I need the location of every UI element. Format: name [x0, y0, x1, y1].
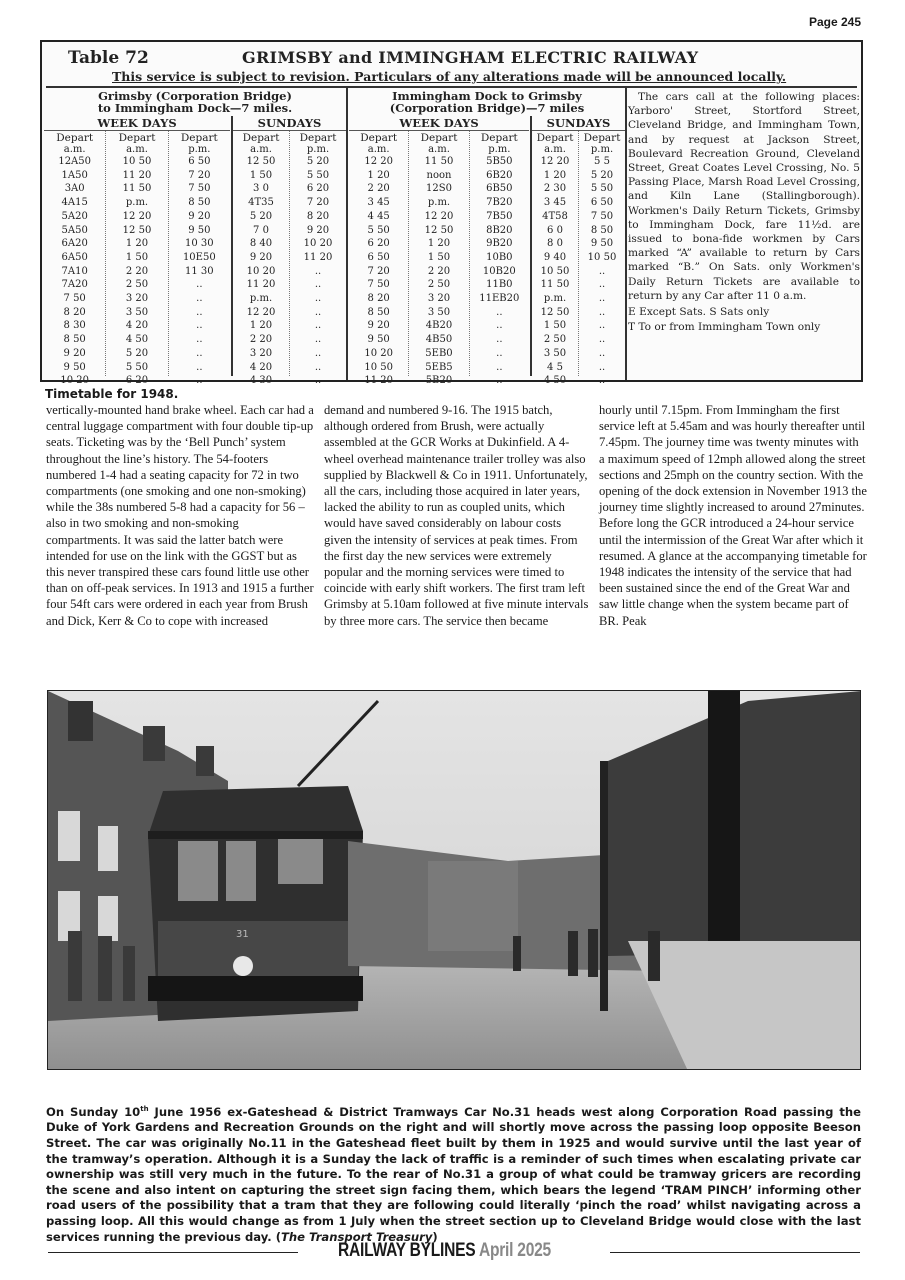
column-unit: a.m.: [367, 144, 390, 155]
departure-time: 8 30: [63, 320, 86, 332]
timetable-notes: [628, 90, 860, 333]
departure-time: ..: [496, 306, 503, 318]
departure-time: 11 30: [185, 265, 214, 277]
column-unit: p.m.: [188, 144, 211, 155]
caption-close: ): [432, 1229, 438, 1244]
departure-time: 8 50: [590, 224, 614, 236]
photo-caption: [46, 1102, 861, 1245]
column-unit: a.m.: [63, 144, 86, 155]
departure-time: ..: [314, 293, 322, 305]
departure-time: 9B20: [486, 238, 513, 250]
departure-time: 1A50: [61, 169, 88, 181]
departure-time: 5 50: [125, 361, 149, 373]
departure-time: 4 45: [367, 210, 390, 222]
legend-immingham-town: T To or from Immingham Town only: [628, 321, 821, 334]
departure-time: 9 20: [63, 347, 86, 359]
departure-time: 5 50: [306, 169, 330, 181]
notes-text: The cars call at the following places: Yarboro' Street, Stortford Street, Cleveland Bridge, and Immingham Town, and by request at Jackson Street, Boulevard Recreation Ground, Cleveland Street, Great Coates Level Crossing, No. 5 Passing Place, Marsh Road Level Crossing, and Kiln Lane (Stallingborough). Workmen's Daily Return Tickets, Grimsby to Immingham Dock, fare 11½d. are issued to bona-fide workmen by Cars marked “A” available to return by Cars marked “B.” On Sats. only Workmen's Daily Return Tickets are available to return by any Car after 11 0 a.m.: [628, 91, 860, 302]
departure-time: 11EB20: [479, 293, 520, 305]
departure-time: 2 20: [125, 265, 149, 277]
departure-time: ..: [314, 347, 322, 359]
departure-time: 12 50: [540, 306, 570, 318]
departure-time: 12A50: [58, 156, 91, 167]
departure-time: 3 20: [125, 293, 149, 305]
column-unit: p.m.: [590, 144, 614, 155]
legend-except-sats: E Except Sats. S Sats only: [628, 306, 770, 319]
departure-time: 11 20: [303, 251, 333, 263]
departure-time: p.m.: [427, 197, 451, 209]
departure-time: 10 20: [246, 265, 276, 277]
departure-time: 4 5: [547, 361, 563, 373]
departure-time: 12 20: [246, 306, 276, 318]
departure-time: 3A0: [64, 183, 85, 195]
departure-time: 7B50: [486, 210, 513, 222]
departure-time: ..: [196, 279, 203, 291]
tram-photograph: [47, 690, 861, 1070]
departure-time: 3 45: [367, 197, 390, 209]
timetable-column: [233, 131, 290, 387]
column-unit: a.m.: [428, 144, 450, 155]
departure-time: ..: [496, 320, 503, 332]
departure-time: 10B20: [482, 265, 516, 277]
departure-time: 11 20: [122, 169, 152, 181]
departure-time: 1 20: [427, 238, 451, 250]
departure-time: ..: [598, 320, 606, 332]
departure-time: 6 50: [367, 251, 390, 263]
column-header: Depart: [299, 132, 337, 144]
departure-time: ..: [196, 361, 203, 373]
departure-time: 3 20: [249, 347, 273, 359]
departure-time: 9 20: [188, 210, 211, 222]
departure-time: 10 50: [122, 156, 152, 167]
timetable-column: [44, 131, 106, 387]
departure-time: 11 50: [122, 183, 152, 195]
departure-time: 2 50: [427, 279, 451, 291]
car-number: 31: [236, 929, 249, 940]
body-column-2: demand and numbered 9-16. The 1915 batch, although ordered from Brush, were actually assembled at the GCR Works at Dukinfield. A 4-wheel overhead maintenance trailer trolley was also supplied by Blackwell & Co in 1911. Unfortunately, all the cars, including those acquired in later years, lacked the ability to run as coupled units, which would have saved considerably on labour costs given the intensity of services at peak times. From the first day the new services were extremely popular and the morning services were timed to coincide with early shift workers. The first tram left Grimsby at 5.10am followed at five minute intervals by three more cars. The service then became: [324, 403, 589, 628]
departure-time: ..: [196, 375, 203, 387]
departure-time: 1 50: [125, 251, 149, 263]
outbound-sundays: [233, 116, 346, 387]
departure-time: noon: [426, 169, 452, 181]
departure-time: 3 20: [427, 293, 451, 305]
departure-time: 7 50: [367, 279, 390, 291]
departure-time: 9 50: [188, 224, 211, 236]
departure-time: 5 20: [306, 156, 330, 167]
divider: [625, 88, 627, 380]
outbound-weekdays: [44, 116, 230, 387]
inbound-heading: Immingham Dock to Grimsby (Corporation Bridge)—7 miles: [389, 89, 585, 115]
departure-time: 5 50: [367, 224, 390, 236]
departure-time: 8 50: [367, 306, 390, 318]
departure-time: 2 20: [427, 265, 451, 277]
departure-time: 3 0: [253, 183, 269, 195]
departure-time: 6 50: [590, 197, 614, 209]
departure-time: 5EB0: [425, 347, 453, 359]
divider: [610, 1252, 860, 1253]
timetable-column: [349, 131, 409, 387]
departure-time: 3 50: [427, 306, 451, 318]
departure-time: 4 50: [125, 334, 149, 346]
column-unit: a.m.: [250, 144, 272, 155]
departure-time: 4 30: [249, 375, 273, 387]
column-header: Depart: [480, 132, 518, 144]
departure-time: ..: [598, 375, 606, 387]
outbound-heading: Grimsby (Corporation Bridge) to Immingham Dock—7 miles.: [97, 89, 293, 115]
caption-lead: On Sunday 10: [46, 1104, 141, 1119]
departure-time: 6 20: [125, 375, 149, 387]
departure-time: 7 20: [367, 265, 390, 277]
weekdays-label: WEEK DAYS: [44, 116, 230, 131]
departure-time: ..: [196, 334, 203, 346]
caption-superscript: th: [140, 1105, 149, 1113]
departure-time: ..: [314, 361, 322, 373]
departure-time: 12 20: [540, 156, 570, 167]
departure-time: 5B50: [486, 156, 513, 167]
departure-time: 8 50: [63, 334, 86, 346]
departure-time: 12 20: [424, 210, 454, 222]
column-header: Depart: [242, 132, 280, 144]
departure-time: 10 20: [60, 375, 89, 387]
departure-time: 3 45: [543, 197, 567, 209]
departure-time: 7B20: [486, 197, 513, 209]
caption-text: June 1956 ex-Gateshead & District Tramways Car No.31 heads west along Corporation Road passing the Duke of York Gardens and Recreation Grounds on the right and will shortly move across the passing loop opposite Beeson Street. The car was originally No.11 in the Gateshead fleet built by them in 1925 and would survive until the last year of the tramway’s operation. Although it is a Sunday the lack of traffic is a reminder of such times when escalating private car ownership was still very much in the future. To the rear of No.31 a group of what could be tramway gricers are recording the scene and also intent on capturing the street sign facing them, which bears the legend ‘TRAM PINCH’ informing other road users of the possibility that a tram that they are following could literally ‘pinch the road’ whilst navigating across a passing loop. All this would change as from 1 July when the street section up to Cleveland Bridge would close with the last services running the previous day. (: [46, 1104, 861, 1244]
departure-time: ..: [314, 306, 322, 318]
column-header: Depart: [180, 132, 218, 144]
departure-time: 9 20: [367, 320, 390, 332]
divider: [346, 88, 348, 380]
outbound-section: [44, 89, 346, 387]
departure-time: 6 0: [547, 224, 563, 236]
departure-time: 7A20: [61, 279, 88, 291]
departure-time: p.m.: [543, 293, 567, 305]
departure-time: 7 20: [306, 197, 330, 209]
footer: [0, 1240, 905, 1264]
departure-time: ..: [196, 320, 203, 332]
departure-time: 10 20: [303, 238, 333, 250]
column-header: Depart: [583, 132, 621, 144]
departure-time: 5EB5: [425, 361, 453, 373]
departure-time: 6A50: [61, 251, 88, 263]
timetable-column: [579, 131, 625, 387]
issue-date: April 2025: [478, 1240, 551, 1261]
departure-time: ..: [314, 265, 322, 277]
departure-time: 5 20: [249, 210, 273, 222]
departure-time: 11 20: [246, 279, 276, 291]
departure-time: 11 50: [540, 279, 570, 291]
departure-time: 1 20: [367, 169, 390, 181]
column-header: Depart: [118, 132, 156, 144]
timetable-column: [470, 131, 529, 387]
departure-time: 10 50: [364, 361, 393, 373]
table-subtitle: This service is subject to revision. Particulars of any alterations made will be announced locally.: [112, 69, 787, 84]
departure-time: 11 20: [364, 375, 393, 387]
departure-time: 8 0: [547, 238, 563, 250]
column-header: Depart: [536, 132, 574, 144]
departure-time: 1 20: [125, 238, 149, 250]
departure-time: 1 50: [427, 251, 451, 263]
departure-time: 2 20: [249, 334, 273, 346]
departure-time: 2 50: [125, 279, 149, 291]
sundays-label: SUNDAYS: [233, 116, 346, 131]
departure-time: ..: [598, 279, 606, 291]
timetable-column: [532, 131, 579, 387]
departure-time: 5 5: [594, 156, 610, 167]
departure-time: 9 50: [590, 238, 614, 250]
departure-time: 4 20: [249, 361, 273, 373]
departure-time: 11B0: [486, 279, 513, 291]
departure-time: 12S0: [426, 183, 452, 195]
departure-time: 12 20: [122, 210, 152, 222]
magazine-masthead: [338, 1240, 551, 1262]
departure-time: 8 20: [306, 210, 330, 222]
departure-time: 9 20: [306, 224, 330, 236]
departure-time: 5A50: [61, 224, 88, 236]
body-column-3: hourly until 7.15pm. From Immingham the first service left at 5.45am and was hourly thereafter until 7.45pm. The journey time was twenty minutes with a maximum speed of 12mph allowed along the street sections and 25mph on the country section. With the opening of the dock extension in November 1913 the journey time slightly increased to around 27minutes. Before long the GCR introduced a 24-hour service until the intermission of the Great War after which it resumed. A glance at the accompanying timetable for 1948 indicates the intensity of the service that had been sustained since the end of the Great War and saw little change when the system became part of BR. Peak: [599, 403, 867, 628]
departure-time: ..: [314, 279, 322, 291]
magazine-name: RAILWAY BYLINES: [338, 1240, 476, 1261]
departure-time: 9 40: [543, 251, 567, 263]
departure-time: 12 50: [424, 224, 454, 236]
departure-time: 6A20: [61, 238, 88, 250]
divider: [48, 1252, 298, 1253]
timetable-column: [409, 131, 469, 387]
column-unit: p.m.: [488, 144, 511, 155]
departure-time: ..: [496, 375, 503, 387]
table-caption: Timetable for 1948.: [45, 387, 179, 401]
departure-time: 12 50: [122, 224, 152, 236]
departure-time: 1 20: [543, 169, 567, 181]
departure-time: 4T35: [248, 197, 274, 209]
departure-time: 10 20: [364, 347, 393, 359]
departure-time: 4B20: [425, 320, 453, 332]
departure-time: ..: [598, 361, 606, 373]
departure-time: 5B20: [425, 375, 453, 387]
departure-time: ..: [314, 334, 322, 346]
timetable-column: [169, 131, 230, 387]
table-number: Table 72: [68, 48, 149, 68]
departure-time: ..: [196, 306, 203, 318]
column-header: Depart: [420, 132, 458, 144]
departure-time: ..: [314, 320, 322, 332]
departure-time: 7 50: [188, 183, 211, 195]
weekdays-label: WEEK DAYS: [349, 116, 529, 131]
departure-time: 2 20: [367, 183, 390, 195]
departure-time: 9 50: [367, 334, 390, 346]
departure-time: 2 30: [543, 183, 567, 195]
timetable-column: [290, 131, 346, 387]
departure-time: p.m.: [249, 293, 273, 305]
departure-time: 1 20: [249, 320, 273, 332]
departure-time: p.m.: [125, 197, 149, 209]
column-header: Depart: [360, 132, 398, 144]
departure-time: ..: [196, 347, 203, 359]
table-title: GRIMSBY and IMMINGHAM ELECTRIC RAILWAY: [242, 48, 699, 67]
departure-time: 3 50: [125, 306, 149, 318]
departure-time: 9 50: [63, 361, 86, 373]
departure-time: ..: [598, 265, 606, 277]
departure-time: 6 20: [306, 183, 330, 195]
departure-time: 9 20: [249, 251, 273, 263]
departure-time: 6B50: [486, 183, 513, 195]
departure-time: 12 20: [364, 156, 393, 167]
departure-time: 6B20: [486, 169, 513, 181]
column-unit: a.m.: [544, 144, 566, 155]
departure-time: 6 50: [188, 156, 211, 167]
departure-time: 8 20: [63, 306, 86, 318]
departure-time: 5 20: [125, 347, 149, 359]
departure-time: 8 20: [367, 293, 390, 305]
departure-time: ..: [496, 347, 503, 359]
departure-time: 7 50: [63, 293, 86, 305]
inbound-section: [349, 89, 625, 387]
departure-time: 3 50: [543, 347, 567, 359]
departure-time: ..: [598, 306, 606, 318]
timetable-column: [106, 131, 168, 387]
column-unit: p.m.: [306, 144, 330, 155]
departure-time: 4B50: [425, 334, 453, 346]
departure-time: 5 20: [590, 169, 614, 181]
departure-time: 8 50: [188, 197, 211, 209]
departure-time: ..: [598, 293, 606, 305]
departure-time: ..: [196, 293, 203, 305]
departure-time: 10E50: [182, 251, 216, 263]
departure-time: 7 0: [253, 224, 269, 236]
departure-time: 7A10: [61, 265, 88, 277]
departure-time: 4 20: [125, 320, 149, 332]
page-number: Page 245: [808, 15, 861, 29]
departure-time: 10 50: [540, 265, 570, 277]
departure-time: 6 20: [367, 238, 390, 250]
departure-time: 12 50: [246, 156, 276, 167]
departure-time: 8 40: [249, 238, 273, 250]
sundays-label: SUNDAYS: [532, 116, 625, 131]
divider: [46, 86, 857, 88]
departure-time: 4T58: [542, 210, 568, 222]
inbound-sundays: [532, 116, 625, 387]
body-column-1: vertically-mounted hand brake wheel. Each car had a central luggage compartment with four double tip-up seats. Ticketing was by the ‘Bell Punch’ system throughout the line’s history. The 54-footers numbered 1-4 had a seating capacity for 72 in two compartments (one smoking and one non-smoking) while the 38s numbered 5-8 had a capacity for 56 – also in two smoking and non-smoking compartments. It was said the latter batch were intended for use on the link with the GGST but as this never transpired these cars found little use other than on off-peak services. In 1913 and 1915 a further four 54ft cars were ordered in each year from Brush and Dick, Kerr & Co to cope with increased: [46, 403, 314, 628]
departure-time: ..: [496, 361, 503, 373]
departure-time: 4 50: [543, 375, 567, 387]
departure-time: ..: [496, 334, 503, 346]
departure-time: 5A20: [61, 210, 88, 222]
departure-time: 1 50: [249, 169, 273, 181]
timetable-table: [40, 40, 863, 387]
departure-time: 8B20: [486, 224, 513, 236]
departure-time: 4A15: [61, 197, 88, 209]
departure-time: 5 50: [590, 183, 614, 195]
departure-time: ..: [314, 375, 322, 387]
departure-time: 11 50: [424, 156, 454, 167]
departure-time: 7 50: [590, 210, 614, 222]
departure-time: 1 50: [543, 320, 567, 332]
column-header: Depart: [56, 132, 94, 144]
departure-time: 10 50: [587, 251, 617, 263]
departure-time: ..: [598, 347, 606, 359]
departure-time: 2 50: [543, 334, 567, 346]
departure-time: 10 30: [185, 238, 214, 250]
inbound-weekdays: [349, 116, 529, 387]
departure-time: 7 20: [188, 169, 211, 181]
departure-time: 10B0: [486, 251, 513, 263]
column-unit: a.m.: [126, 144, 148, 155]
departure-time: ..: [598, 334, 606, 346]
photo-credit: The Transport Treasury: [281, 1229, 433, 1244]
